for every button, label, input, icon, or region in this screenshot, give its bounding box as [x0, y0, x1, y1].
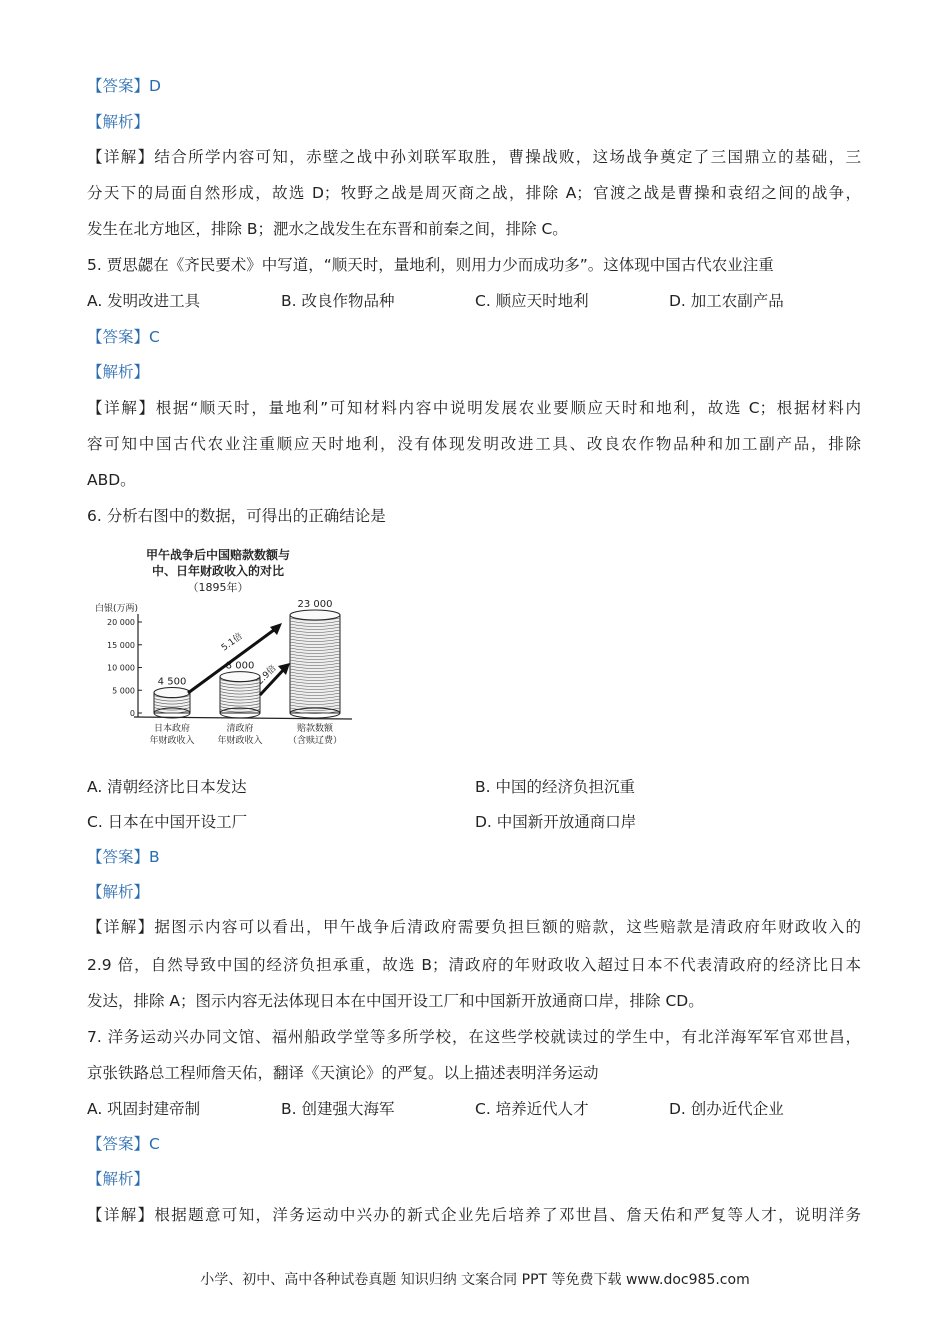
y-tick-label: 10 000 [107, 663, 135, 673]
q6-option-a: A. 清朝经济比日本发达 [87, 778, 247, 796]
analysis-label-q7: 【解析】 [87, 1170, 150, 1188]
x-tick-label: 日本政府 [153, 724, 191, 734]
q7-detail-line-1: 【详解】根据题意可知，洋务运动中兴办的新式企业先后培养了邓世昌、詹天佑和严复等人才，说明洋务 [87, 1206, 861, 1224]
analysis-label-q6: 【解析】 [87, 883, 150, 901]
chart-ylabel: 白银(万两) [95, 604, 139, 614]
q4-detail-line-2: 分天下的局面自然形成，故选 D；牧野之战是周灭商之战，排除 A；官渡之战是曹操和袁绍之间的战争， [87, 184, 861, 202]
y-tick-label: 0 [129, 709, 135, 718]
q7-option-b: B. 创建强大海军 [281, 1100, 395, 1118]
data-label: 23 000 [297, 599, 333, 610]
x-tick-label: （含赎辽费） [287, 736, 343, 746]
q5-option-c: C. 顺应天时地利 [475, 292, 589, 310]
q4-detail-line-1: 【详解】结合所学内容可知，赤壁之战中孙刘联军取胜，曹操战败，这场战争奠定了三国鼎立的基础，三 [87, 148, 861, 166]
chart-title-line-1: 甲午战争后中国赔款数额与 [145, 548, 291, 562]
y-tick-label: 15 000 [107, 640, 135, 650]
chart-title-line-3: （1895年） [187, 581, 249, 594]
q6-detail-line-1: 【详解】据图示内容可以看出，甲午战争后清政府需要负担巨额的赔款，这些赔款是清政府年财政收入的 [87, 918, 861, 936]
answer-label-q5: 【答案】C [87, 328, 160, 346]
q7-option-c: C. 培养近代人才 [475, 1100, 589, 1118]
multiplier-label: 2.9倍 [255, 663, 279, 688]
q7-stem-line-2: 京张铁路总工程师詹天佑，翻译《天演论》的严复。以上描述表明洋务运动 [87, 1064, 599, 1082]
q6-stem: 6. 分析右图中的数据，可得出的正确结论是 [87, 507, 386, 525]
q5-detail-line-3: ABD。 [87, 471, 136, 489]
q6-detail-line-3: 发达，排除 A；图示内容无法体现日本在中国开设工厂和中国新开放通商口岸，排除 CD。 [87, 992, 704, 1010]
chart-title-line-2: 中、日年财政收入的对比 [151, 564, 285, 578]
data-label: 8 000 [225, 660, 255, 672]
y-tick-label: 5 000 [112, 686, 135, 696]
answer-label-q6: 【答案】B [87, 848, 160, 866]
chart-plot-area [107, 599, 352, 746]
q5-stem: 5. 贾思勰在《齐民要术》中写道，“顺天时，量地利，则用力少而成功多”。这体现中国古代农业注重 [87, 256, 774, 274]
q5-detail-line-1: 【详解】根据“顺天时，量地利”可知材料内容中说明发展农业要顺应天时和地利，故选 C；根据材料内 [87, 399, 861, 417]
page-footer: 小学、初中、高中各种试卷真题 知识归纳 文案合同 PPT 等免费下载 www.doc985.com [200, 1272, 750, 1288]
q7-option-d: D. 创办近代企业 [669, 1100, 784, 1118]
q4-detail-line-3: 发生在北方地区，排除 B；淝水之战发生在东晋和前秦之间，排除 C。 [87, 220, 568, 238]
indemnity-chart [95, 545, 360, 750]
q6-detail-line-2: 2.9 倍，自然导致中国的经济负担承重，故选 B；清政府的年财政收入超过日本不代表清政府的经济比日本 [87, 956, 861, 974]
chart-svg [95, 545, 360, 750]
y-tick-label: 20 000 [107, 618, 135, 627]
bar-top [154, 688, 190, 698]
q7-option-a: A. 巩固封建帝制 [87, 1100, 201, 1118]
x-tick-label: 清政府 [226, 724, 254, 734]
q6-option-b: B. 中国的经济负担沉重 [475, 778, 635, 796]
q7-stem-line-1: 7. 洋务运动兴办同文馆、福州船政学堂等多所学校，在这些学校就读过的学生中，有北洋海军军官邓世昌， [87, 1028, 861, 1046]
analysis-label-q5: 【解析】 [87, 363, 150, 381]
x-tick-label: 年财政收入 [149, 736, 195, 746]
analysis-label-q4: 【解析】 [87, 113, 150, 131]
q6-option-c: C. 日本在中国开设工厂 [87, 813, 248, 831]
x-tick-label: 赔款数额 [296, 724, 334, 734]
data-label: 4 500 [157, 676, 187, 688]
bar-top [290, 610, 340, 620]
multiplier-label: 5.1倍 [219, 631, 245, 654]
q5-option-a: A. 发明改进工具 [87, 292, 201, 310]
x-tick-label: 年财政收入 [217, 736, 263, 746]
q6-option-d: D. 中国新开放通商口岸 [475, 813, 637, 831]
q5-option-d: D. 加工农副产品 [669, 292, 784, 310]
answer-label-q4: 【答案】D [87, 77, 161, 95]
answer-label-q7: 【答案】C [87, 1135, 160, 1153]
q5-detail-line-2: 容可知中国古代农业注重顺应天时地利，没有体现发明改进工具、改良农作物品种和加工副产品，排除 [87, 435, 861, 453]
q5-option-b: B. 改良作物品种 [281, 292, 395, 310]
